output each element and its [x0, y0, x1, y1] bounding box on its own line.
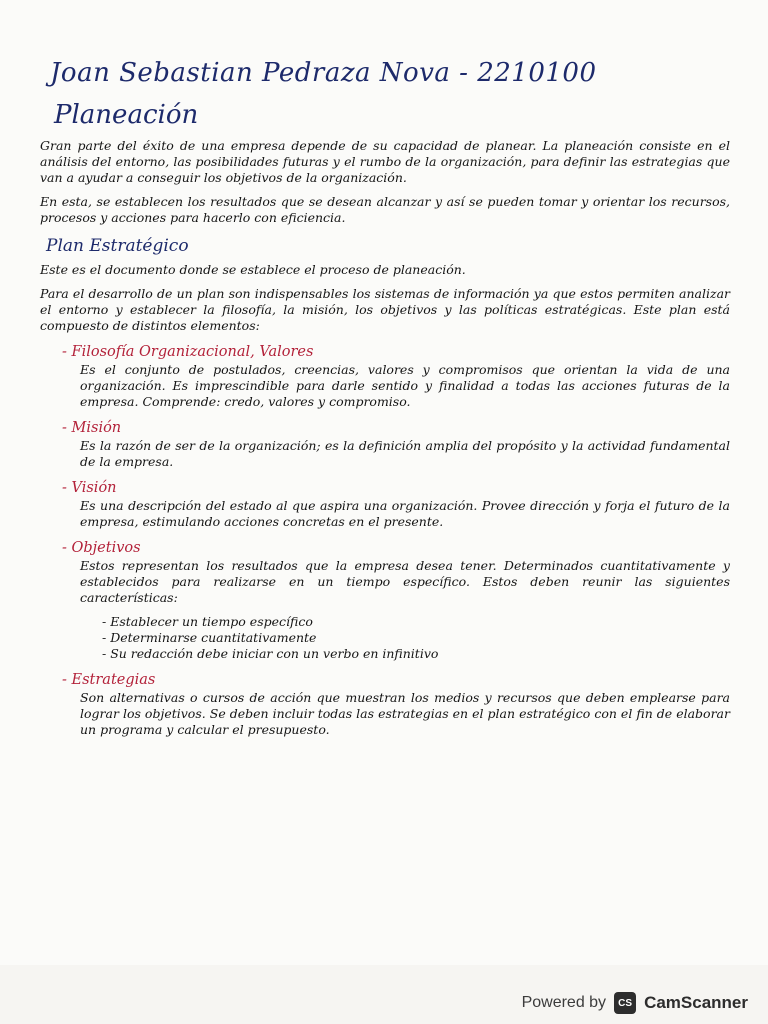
- camscanner-watermark: [522, 992, 748, 1014]
- camscanner-logo-icon: CS: [614, 992, 636, 1014]
- section-title: - Objetivos: [62, 540, 730, 556]
- section-title: - Misión: [62, 420, 730, 436]
- section-title: - Visión: [62, 480, 730, 496]
- section-text: Es el conjunto de postulados, creencias, valores y compromisos que orientan la vida de una organización. Es imprescindible para darle sentido y finalidad a todas las acciones futuras de la empresa. Comprende: credo, valores y compromiso.: [80, 362, 730, 409]
- list-item: - Establecer un tiempo específico: [102, 614, 730, 630]
- section-objetivos: [40, 540, 730, 662]
- document-title: Joan Sebastian Pedraza Nova - 2210100: [50, 58, 597, 88]
- plan-subheading: Plan Estratégico: [46, 236, 189, 256]
- plan-paragraph-2: Para el desarrollo de un plan son indispensables los sistemas de información ya que estos permiten analizar el entorno y establecer la filosofía, la misión, los objetivos y las políticas estratégicas. Este plan está compuesto de distintos elementos:: [40, 286, 730, 333]
- section-title: - Filosofía Organizacional, Valores: [62, 344, 730, 360]
- section-title: - Estrategias: [62, 672, 730, 688]
- intro-paragraph-2: En esta, se establecen los resultados que se desean alcanzar y así se pueden tomar y orientar los recursos, procesos y acciones para hacerlo con eficiencia.: [40, 194, 730, 225]
- page-heading: Planeación: [54, 100, 199, 130]
- section-mision: [40, 420, 730, 470]
- section-text: Son alternativas o cursos de acción que muestran los medios y recursos que deben emplearse para lograr los objetivos. Se deben incluir todas las estrategias en el plan estratégico con el fin de elaborar un programa y calcular el presupuesto.: [80, 690, 730, 737]
- camscanner-brand: CamScanner: [644, 993, 748, 1012]
- objetivos-characteristics-list: [102, 614, 730, 662]
- section-filosofia: [40, 344, 730, 410]
- section-text: Es la razón de ser de la organización; es la definición amplia del propósito y la actividad fundamental de la empresa.: [80, 438, 730, 469]
- section-vision: [40, 480, 730, 530]
- plan-paragraph-1: Este es el documento donde se establece el proceso de planeación.: [40, 262, 466, 277]
- list-item: - Determinarse cuantitativamente: [102, 630, 730, 646]
- handwritten-page: [40, 58, 730, 746]
- section-text: Es una descripción del estado al que aspira una organización. Provee dirección y forja el futuro de la empresa, estimulando acciones concretas en el presente.: [80, 498, 730, 529]
- intro-paragraph-1: Gran parte del éxito de una empresa depende de su capacidad de planear. La planeación consiste en el análisis del entorno, las posibilidades futuras y el rumbo de la organización, para definir las estrategias que van a ayudar a conseguir los objetivos de la organización.: [40, 138, 730, 185]
- section-text: Estos representan los resultados que la empresa desea tener. Determinados cuantitativamente y establecidos para realizarse en un tiempo específico. Estos deben reunir las siguientes características:: [80, 558, 730, 605]
- powered-by-label: Powered by: [521, 994, 607, 1011]
- list-item: - Su redacción debe iniciar con un verbo en infinitivo: [102, 646, 730, 662]
- section-estrategias: [40, 672, 730, 738]
